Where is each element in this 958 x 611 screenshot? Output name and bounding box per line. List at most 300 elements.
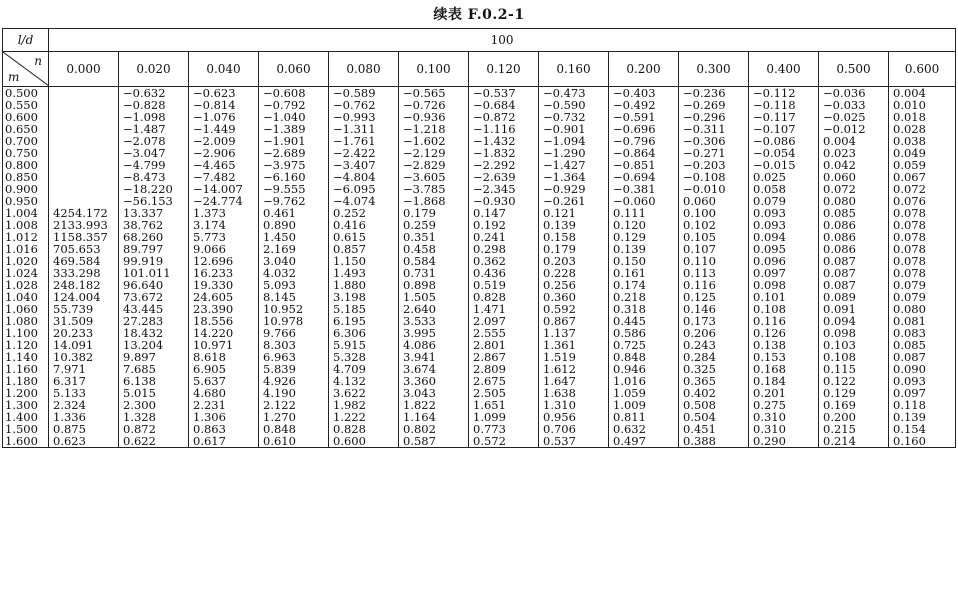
- value-cell: 0.086: [819, 219, 889, 231]
- n-header-2: 0.040: [189, 52, 259, 87]
- value-cell: [49, 159, 119, 171]
- table-row: [3, 351, 956, 363]
- value-cell: 0.078: [889, 231, 956, 243]
- n-header-12: 0.600: [889, 52, 956, 87]
- value-cell: 2.640: [399, 303, 469, 315]
- value-cell: 1.099: [469, 411, 539, 423]
- value-cell: 0.572: [469, 435, 539, 448]
- value-cell: 0.174: [609, 279, 679, 291]
- value-cell: 1.505: [399, 291, 469, 303]
- value-cell: 0.863: [189, 423, 259, 435]
- value-cell: 0.161: [609, 267, 679, 279]
- value-cell: 0.102: [679, 219, 749, 231]
- value-cell: 9.766: [259, 327, 329, 339]
- m-value-cell: 1.016: [3, 243, 49, 255]
- value-cell: 1.361: [539, 339, 609, 351]
- table-row: [3, 183, 956, 195]
- value-cell: 0.116: [749, 315, 819, 327]
- table-row: [3, 99, 956, 111]
- value-cell: 0.200: [819, 411, 889, 423]
- value-cell: 0.946: [609, 363, 679, 375]
- value-cell: −1.449: [189, 123, 259, 135]
- value-cell: 5.185: [329, 303, 399, 315]
- table-row: [3, 123, 956, 135]
- value-cell: 10.978: [259, 315, 329, 327]
- value-cell: 0.848: [259, 423, 329, 435]
- value-cell: 0.126: [749, 327, 819, 339]
- value-cell: [49, 135, 119, 147]
- value-cell: −1.901: [259, 135, 329, 147]
- m-value-cell: 1.012: [3, 231, 49, 243]
- value-cell: 0.802: [399, 423, 469, 435]
- value-cell: 0.097: [889, 387, 956, 399]
- value-cell: −0.492: [609, 99, 679, 111]
- value-cell: −0.828: [119, 99, 189, 111]
- value-cell: −1.602: [399, 135, 469, 147]
- value-cell: −7.482: [189, 171, 259, 183]
- value-cell: 0.828: [469, 291, 539, 303]
- value-cell: 0.158: [539, 231, 609, 243]
- value-cell: −0.632: [119, 87, 189, 100]
- value-cell: 0.004: [819, 135, 889, 147]
- value-cell: 0.103: [819, 339, 889, 351]
- m-value-cell: 1.008: [3, 219, 49, 231]
- value-cell: −1.116: [469, 123, 539, 135]
- value-cell: [49, 195, 119, 207]
- value-cell: −1.094: [539, 135, 609, 147]
- value-cell: 2.097: [469, 315, 539, 327]
- value-cell: 6.306: [329, 327, 399, 339]
- value-cell: −3.975: [259, 159, 329, 171]
- value-cell: −2.906: [189, 147, 259, 159]
- value-cell: 0.139: [609, 243, 679, 255]
- value-cell: −0.236: [679, 87, 749, 100]
- table-title: 续表 F.0.2-1: [433, 7, 525, 23]
- value-cell: 16.233: [189, 267, 259, 279]
- value-cell: 0.519: [469, 279, 539, 291]
- value-cell: −0.271: [679, 147, 749, 159]
- value-cell: 0.095: [749, 243, 819, 255]
- value-cell: 7.971: [49, 363, 119, 375]
- value-cell: −3.785: [399, 183, 469, 195]
- value-cell: 5.328: [329, 351, 399, 363]
- table-row: [3, 411, 956, 423]
- value-cell: 0.362: [469, 255, 539, 267]
- value-cell: −0.036: [819, 87, 889, 100]
- table-row: [3, 435, 956, 448]
- value-cell: 13.337: [119, 207, 189, 219]
- table-row: [3, 303, 956, 315]
- value-cell: −2.009: [189, 135, 259, 147]
- value-cell: 0.206: [679, 327, 749, 339]
- value-cell: 0.108: [819, 351, 889, 363]
- value-cell: 1.647: [539, 375, 609, 387]
- value-cell: 24.605: [189, 291, 259, 303]
- value-cell: −2.829: [399, 159, 469, 171]
- value-cell: [49, 123, 119, 135]
- table-row: [3, 315, 956, 327]
- value-cell: 6.195: [329, 315, 399, 327]
- value-cell: 2.169: [259, 243, 329, 255]
- value-cell: 0.153: [749, 351, 819, 363]
- value-cell: 2.809: [469, 363, 539, 375]
- value-cell: 2.867: [469, 351, 539, 363]
- n-label: n: [34, 54, 42, 68]
- table-row: [3, 219, 956, 231]
- value-cell: 0.168: [749, 363, 819, 375]
- value-cell: 0.097: [749, 267, 819, 279]
- table-row: [3, 387, 956, 399]
- value-cell: 1.222: [329, 411, 399, 423]
- n-header-4: 0.080: [329, 52, 399, 87]
- m-value-cell: 1.060: [3, 303, 49, 315]
- value-cell: 0.243: [679, 339, 749, 351]
- value-cell: −3.407: [329, 159, 399, 171]
- table-row: [3, 291, 956, 303]
- value-cell: 333.298: [49, 267, 119, 279]
- value-cell: −0.261: [539, 195, 609, 207]
- value-cell: 0.115: [819, 363, 889, 375]
- value-cell: 0.059: [889, 159, 956, 171]
- table-row: [3, 147, 956, 159]
- m-value-cell: 1.500: [3, 423, 49, 435]
- value-cell: 1.638: [539, 387, 609, 399]
- value-cell: 0.093: [749, 219, 819, 231]
- value-cell: −0.060: [609, 195, 679, 207]
- value-cell: 0.192: [469, 219, 539, 231]
- m-value-cell: 0.850: [3, 171, 49, 183]
- value-cell: −0.107: [749, 123, 819, 135]
- n-header-6: 0.120: [469, 52, 539, 87]
- value-cell: 0.089: [819, 291, 889, 303]
- value-cell: 3.533: [399, 315, 469, 327]
- value-cell: 0.416: [329, 219, 399, 231]
- value-cell: 1.306: [189, 411, 259, 423]
- value-cell: 0.076: [889, 195, 956, 207]
- value-cell: −14.007: [189, 183, 259, 195]
- value-cell: 4.190: [259, 387, 329, 399]
- value-cell: 0.018: [889, 111, 956, 123]
- value-cell: 27.283: [119, 315, 189, 327]
- value-cell: 14.220: [189, 327, 259, 339]
- value-cell: −6.160: [259, 171, 329, 183]
- value-cell: 0.078: [889, 267, 956, 279]
- value-cell: −1.761: [329, 135, 399, 147]
- m-value-cell: 0.950: [3, 195, 49, 207]
- n-header-9: 0.300: [679, 52, 749, 87]
- value-cell: −0.306: [679, 135, 749, 147]
- value-cell: 0.094: [819, 315, 889, 327]
- n-header-3: 0.060: [259, 52, 329, 87]
- value-cell: 2.675: [469, 375, 539, 387]
- n-header-11: 0.500: [819, 52, 889, 87]
- m-value-cell: 1.140: [3, 351, 49, 363]
- value-cell: [49, 99, 119, 111]
- m-value-cell: 1.300: [3, 399, 49, 411]
- value-cell: 1.651: [469, 399, 539, 411]
- value-cell: −56.153: [119, 195, 189, 207]
- value-cell: 68.260: [119, 231, 189, 243]
- value-cell: −0.796: [609, 135, 679, 147]
- value-cell: −0.591: [609, 111, 679, 123]
- value-cell: 0.085: [819, 207, 889, 219]
- value-cell: 0.360: [539, 291, 609, 303]
- value-cell: 705.653: [49, 243, 119, 255]
- value-cell: 0.811: [609, 411, 679, 423]
- value-cell: −0.930: [469, 195, 539, 207]
- table-row: [3, 111, 956, 123]
- value-cell: −0.590: [539, 99, 609, 111]
- value-cell: [49, 183, 119, 195]
- value-cell: −1.832: [469, 147, 539, 159]
- value-cell: 5.839: [259, 363, 329, 375]
- value-cell: 4.032: [259, 267, 329, 279]
- n-header-10: 0.400: [749, 52, 819, 87]
- value-cell: 38.762: [119, 219, 189, 231]
- value-cell: −24.774: [189, 195, 259, 207]
- value-cell: −0.608: [259, 87, 329, 100]
- value-cell: 0.087: [819, 267, 889, 279]
- value-cell: 0.067: [889, 171, 956, 183]
- value-cell: 1.612: [539, 363, 609, 375]
- value-cell: 0.116: [679, 279, 749, 291]
- value-cell: 1.471: [469, 303, 539, 315]
- value-cell: 20.233: [49, 327, 119, 339]
- value-cell: 0.169: [819, 399, 889, 411]
- value-cell: −1.432: [469, 135, 539, 147]
- value-cell: 0.451: [679, 423, 749, 435]
- value-cell: −6.095: [329, 183, 399, 195]
- value-cell: −0.086: [749, 135, 819, 147]
- value-cell: 0.828: [329, 423, 399, 435]
- value-cell: −0.012: [819, 123, 889, 135]
- m-value-cell: 1.120: [3, 339, 49, 351]
- value-cell: 0.241: [469, 231, 539, 243]
- value-cell: 0.956: [539, 411, 609, 423]
- value-cell: 0.461: [259, 207, 329, 219]
- value-cell: 7.685: [119, 363, 189, 375]
- value-cell: 0.080: [819, 195, 889, 207]
- value-cell: 5.133: [49, 387, 119, 399]
- value-cell: 0.402: [679, 387, 749, 399]
- value-cell: −0.117: [749, 111, 819, 123]
- value-cell: 5.015: [119, 387, 189, 399]
- value-cell: [49, 171, 119, 183]
- value-cell: 0.118: [889, 399, 956, 411]
- value-cell: 0.179: [539, 243, 609, 255]
- value-cell: 4.680: [189, 387, 259, 399]
- value-cell: 0.049: [889, 147, 956, 159]
- value-cell: 0.093: [749, 207, 819, 219]
- value-cell: 0.898: [399, 279, 469, 291]
- table-row: [3, 207, 956, 219]
- value-cell: −1.311: [329, 123, 399, 135]
- value-cell: 12.696: [189, 255, 259, 267]
- value-cell: 10.952: [259, 303, 329, 315]
- value-cell: −2.129: [399, 147, 469, 159]
- value-cell: 0.025: [749, 171, 819, 183]
- value-cell: −0.112: [749, 87, 819, 100]
- table-row: [3, 87, 956, 100]
- table-row: [3, 135, 956, 147]
- value-cell: 0.875: [49, 423, 119, 435]
- value-cell: 0.857: [329, 243, 399, 255]
- value-cell: 0.146: [679, 303, 749, 315]
- value-cell: 14.091: [49, 339, 119, 351]
- value-cell: 0.060: [819, 171, 889, 183]
- value-cell: 0.072: [819, 183, 889, 195]
- value-cell: 0.083: [889, 327, 956, 339]
- value-cell: 73.672: [119, 291, 189, 303]
- value-cell: 0.110: [679, 255, 749, 267]
- m-value-cell: 0.750: [3, 147, 49, 159]
- value-cell: 0.318: [609, 303, 679, 315]
- value-cell: 0.010: [889, 99, 956, 111]
- value-cell: 0.079: [889, 291, 956, 303]
- value-cell: 0.096: [749, 255, 819, 267]
- n-header-5: 0.100: [399, 52, 469, 87]
- value-cell: 96.640: [119, 279, 189, 291]
- value-cell: −0.381: [609, 183, 679, 195]
- value-cell: −0.936: [399, 111, 469, 123]
- value-cell: 9.897: [119, 351, 189, 363]
- value-cell: 4.709: [329, 363, 399, 375]
- value-cell: 0.138: [749, 339, 819, 351]
- value-cell: 0.038: [889, 135, 956, 147]
- value-cell: 0.298: [469, 243, 539, 255]
- value-cell: 0.060: [679, 195, 749, 207]
- value-cell: 0.079: [749, 195, 819, 207]
- value-cell: 0.079: [889, 279, 956, 291]
- value-cell: 5.915: [329, 339, 399, 351]
- value-cell: 3.043: [399, 387, 469, 399]
- value-cell: 1.519: [539, 351, 609, 363]
- value-cell: 1.016: [609, 375, 679, 387]
- value-cell: 0.615: [329, 231, 399, 243]
- value-cell: 1.059: [609, 387, 679, 399]
- m-value-cell: 0.900: [3, 183, 49, 195]
- value-cell: 1.137: [539, 327, 609, 339]
- value-cell: 0.497: [609, 435, 679, 448]
- value-cell: 0.504: [679, 411, 749, 423]
- ld-value: 100: [49, 29, 956, 52]
- value-cell: 3.995: [399, 327, 469, 339]
- value-cell: 1.982: [329, 399, 399, 411]
- value-cell: −0.311: [679, 123, 749, 135]
- n-header-0: 0.000: [49, 52, 119, 87]
- value-cell: −8.473: [119, 171, 189, 183]
- m-value-cell: 1.024: [3, 267, 49, 279]
- table-row: [3, 159, 956, 171]
- ld-label: l/d: [3, 29, 49, 52]
- m-value-cell: 1.400: [3, 411, 49, 423]
- value-cell: 0.101: [749, 291, 819, 303]
- n-header-8: 0.200: [609, 52, 679, 87]
- value-cell: −0.025: [819, 111, 889, 123]
- value-cell: 0.160: [889, 435, 956, 448]
- value-cell: −1.389: [259, 123, 329, 135]
- value-cell: 2.555: [469, 327, 539, 339]
- value-cell: 23.390: [189, 303, 259, 315]
- value-cell: −0.814: [189, 99, 259, 111]
- value-cell: 19.330: [189, 279, 259, 291]
- value-cell: 1.373: [189, 207, 259, 219]
- value-cell: 1.150: [329, 255, 399, 267]
- value-cell: −18.220: [119, 183, 189, 195]
- value-cell: 2.505: [469, 387, 539, 399]
- value-cell: 0.773: [469, 423, 539, 435]
- value-cell: 9.066: [189, 243, 259, 255]
- value-cell: 0.122: [819, 375, 889, 387]
- value-cell: −0.684: [469, 99, 539, 111]
- value-cell: 0.184: [749, 375, 819, 387]
- table-row: [3, 375, 956, 387]
- value-cell: 0.586: [609, 327, 679, 339]
- table-row: [3, 363, 956, 375]
- value-cell: 0.078: [889, 219, 956, 231]
- value-cell: 1.880: [329, 279, 399, 291]
- value-cell: −1.487: [119, 123, 189, 135]
- value-cell: 0.100: [679, 207, 749, 219]
- value-cell: 1158.357: [49, 231, 119, 243]
- value-cell: −2.689: [259, 147, 329, 159]
- value-cell: 4.086: [399, 339, 469, 351]
- value-cell: 1.328: [119, 411, 189, 423]
- value-cell: 89.797: [119, 243, 189, 255]
- value-cell: −1.218: [399, 123, 469, 135]
- value-cell: 2.122: [259, 399, 329, 411]
- value-cell: 0.351: [399, 231, 469, 243]
- table-row: [3, 171, 956, 183]
- m-value-cell: 1.160: [3, 363, 49, 375]
- value-cell: 18.432: [119, 327, 189, 339]
- m-value-cell: 0.500: [3, 87, 49, 100]
- value-cell: 1.009: [609, 399, 679, 411]
- value-cell: 10.382: [49, 351, 119, 363]
- value-cell: 0.078: [889, 207, 956, 219]
- value-cell: 0.086: [819, 231, 889, 243]
- value-cell: 0.617: [189, 435, 259, 448]
- value-cell: 0.867: [539, 315, 609, 327]
- value-cell: 0.129: [609, 231, 679, 243]
- value-cell: 1.164: [399, 411, 469, 423]
- value-cell: 10.971: [189, 339, 259, 351]
- value-cell: 0.154: [889, 423, 956, 435]
- value-cell: 3.674: [399, 363, 469, 375]
- value-cell: 3.941: [399, 351, 469, 363]
- value-cell: −9.555: [259, 183, 329, 195]
- value-cell: 0.218: [609, 291, 679, 303]
- m-value-cell: 1.028: [3, 279, 49, 291]
- value-cell: −2.345: [469, 183, 539, 195]
- value-cell: 0.090: [889, 363, 956, 375]
- value-cell: 0.228: [539, 267, 609, 279]
- value-cell: −4.799: [119, 159, 189, 171]
- m-value-cell: 0.600: [3, 111, 49, 123]
- value-cell: 469.584: [49, 255, 119, 267]
- value-cell: 0.584: [399, 255, 469, 267]
- value-cell: 0.706: [539, 423, 609, 435]
- m-value-cell: 0.800: [3, 159, 49, 171]
- value-cell: −1.098: [119, 111, 189, 123]
- m-value-cell: 1.180: [3, 375, 49, 387]
- value-cell: −0.993: [329, 111, 399, 123]
- table-row: [3, 243, 956, 255]
- value-cell: −0.269: [679, 99, 749, 111]
- value-cell: −0.403: [609, 87, 679, 100]
- value-cell: 0.150: [609, 255, 679, 267]
- value-cell: 2.324: [49, 399, 119, 411]
